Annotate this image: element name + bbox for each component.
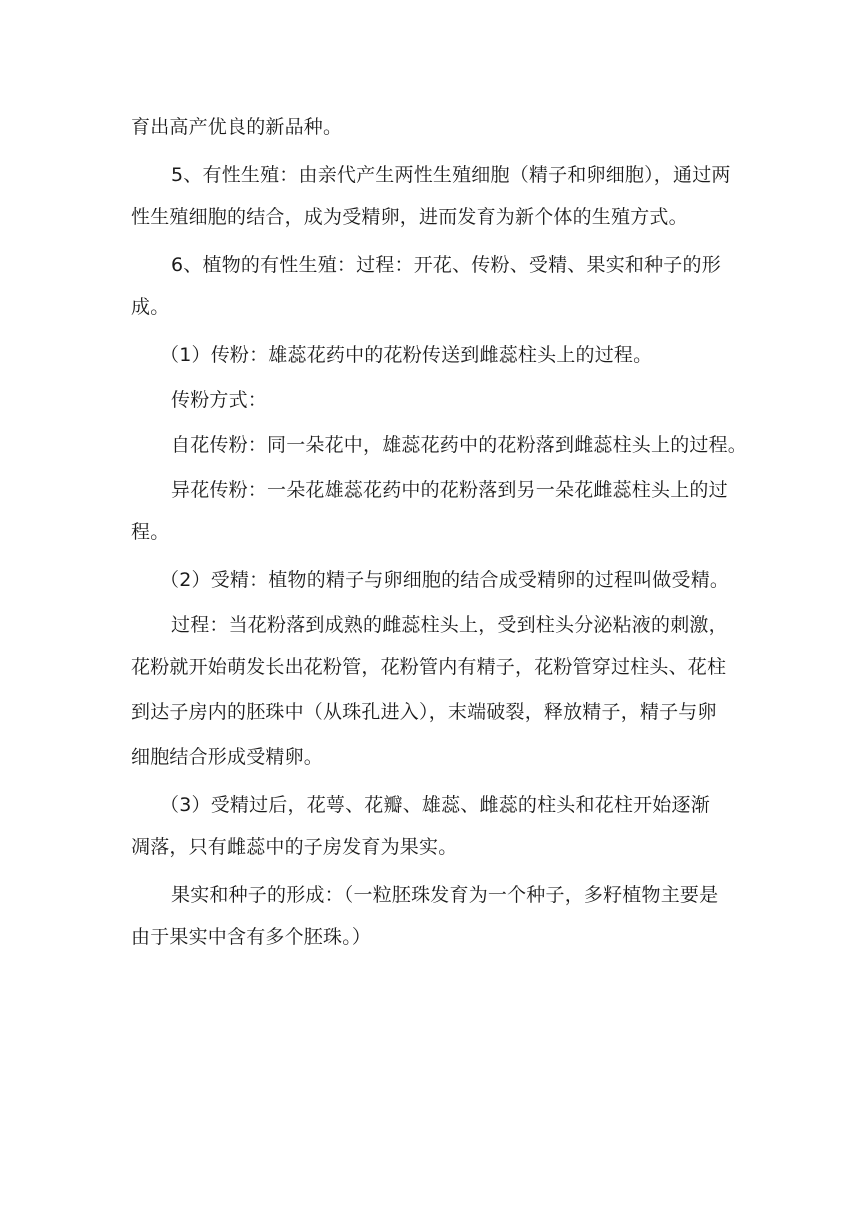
paragraph-line: 异花传粉：一朵花雄蕊花药中的花粉落到另一朵花雌蕊柱头上的过 (171, 479, 728, 501)
paragraph-line: 传粉方式： (171, 389, 268, 411)
paragraph-line: 过程：当花粉落到成熟的雌蕊柱头上，受到柱头分泌粘液的刺激， (171, 614, 728, 636)
paragraph-line: 成。 (131, 296, 170, 318)
paragraph-line: 花粉就开始萌发长出花粉管，花粉管内有精子，花粉管穿过柱头、花柱 (131, 656, 727, 678)
paragraph-line: 育出高产优良的新品种。 (131, 116, 343, 138)
paragraph-line: 性生殖细胞的结合，成为受精卵，进而发育为新个体的生殖方式。 (131, 206, 688, 228)
paragraph-line: 到达子房内的胚珠中（从珠孔进入），末端破裂，释放精子，精子与卵 (131, 701, 717, 723)
paragraph-line: 凋落，只有雌蕊中的子房发育为果实。 (131, 836, 458, 858)
paragraph-line: 自花传粉：同一朵花中，雄蕊花药中的花粉落到雌蕊柱头上的过程。 (171, 434, 748, 456)
paragraph-line: 由于果实中含有多个胚珠。） (131, 926, 372, 948)
paragraph-line: （2）受精：植物的精子与卵细胞的结合成受精卵的过程叫做受精。 (160, 569, 730, 591)
paragraph-line: （3）受精过后，花萼、花瓣、雄蕊、雌蕊的柱头和花柱开始逐渐 (160, 794, 710, 816)
paragraph-line: 6、植物的有性生殖：过程：开花、传粉、受精、果实和种子的形 (171, 254, 721, 276)
paragraph-line: 程。 (131, 521, 170, 543)
paragraph-line: 果实和种子的形成：（一粒胚珠发育为一个种子，多籽植物主要是 (171, 884, 719, 906)
paragraph-line: （1）传粉：雄蕊花药中的花粉传送到雌蕊柱头上的过程。 (160, 344, 653, 366)
paragraph-line: 5、有性生殖：由亲代产生两性生殖细胞（精子和卵细胞），通过两 (171, 164, 731, 186)
paragraph-line: 细胞结合形成受精卵。 (131, 746, 324, 768)
